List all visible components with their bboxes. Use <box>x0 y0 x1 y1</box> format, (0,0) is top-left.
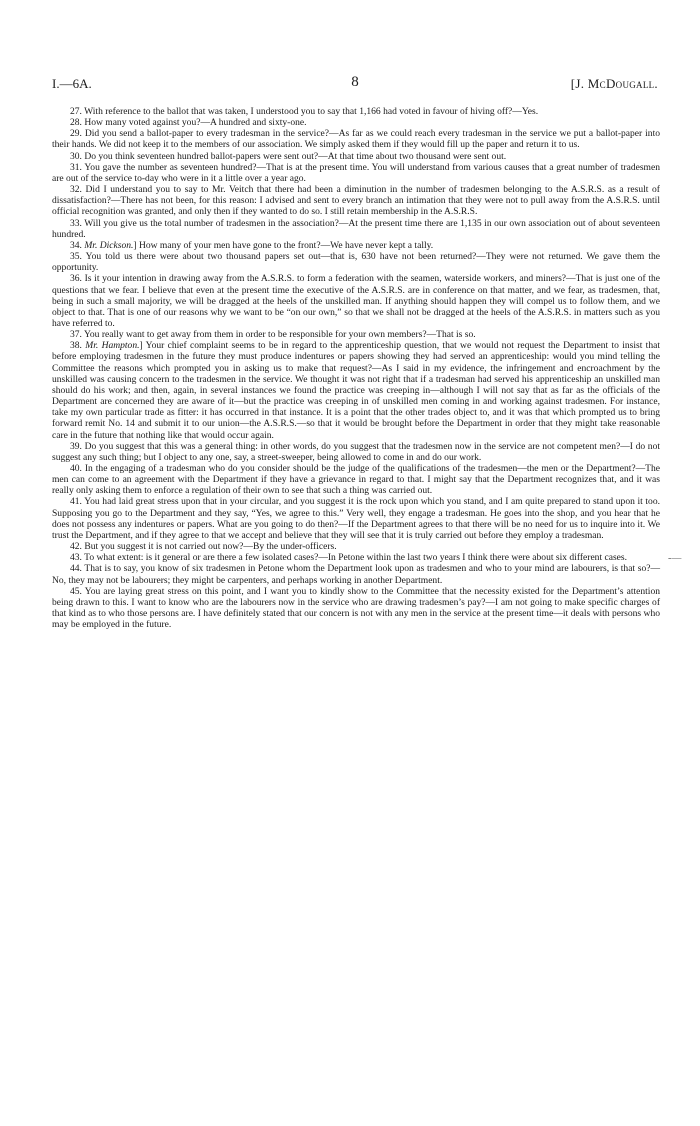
paragraph-text: 37. You really want to get away from them in order to be responsible for your own members?—That is so. <box>70 329 476 341</box>
paragraph-text: 43. To what extent: is it general or are there a few isolated cases?—In Petone within the last two years I think there were about six different cases. <box>70 552 628 564</box>
speaker-name: Mr. Hampton. <box>85 340 140 352</box>
speaker-bracket: ] <box>139 340 143 352</box>
paragraph-text: 31. You gave the number as seventeen hundred?—That is at the present time. You will understand from various causes that a great number of tradesmen are out of the service to-day who were in it a little over a year ago. <box>52 161 660 184</box>
paragraph <box>52 441 660 463</box>
paragraph <box>52 184 660 217</box>
paragraph-text: 27. With reference to the ballot that was taken, I understood you to say that 1,166 had voted in favour of hiving off?—Yes. <box>70 106 539 117</box>
paragraph <box>52 128 660 150</box>
paragraph <box>52 218 660 240</box>
paragraph-text: 33. Will you give us the total number of tradesmen in the association?—At the present time there are 1,135 in our own association out of about seventeen hundred. <box>52 217 660 240</box>
paragraph <box>52 162 660 184</box>
paragraph-text: 40. In the engaging of a tradesman who do you consider should be the judge of the qualifications of the tradesmen—the men or the Department?—The men can come to an agreement with the Department if they have a grievance in regard to that. I might say that the Department recognizes that, and it was really only asking them to enforce a regulation of their own to see that such a thing was carried out. <box>52 463 660 497</box>
paragraph-text: 41. You had laid great stress upon that in your circular, and you suggest it is the rock upon which you stand, and I am quite prepared to stand upon it too. Supposing you go to the Department and they say, “Yes, we agree to this.” Very well, they engage a tradesman. He goes into the shop, and you hear that he does not possess any indentures or papers. What are you going to do then?—If the Department agrees to that there will be no need for us to inquire into it. We trust the Department, and if they agree to that we accept and believe that they will see that it is truly carried out before they employ a tradesman. <box>52 496 660 541</box>
paragraph <box>52 151 660 162</box>
paragraph <box>52 273 660 329</box>
paragraph-text: 45. You are laying great stress on this point, and I want you to kindly show to the Committee that the necessity existed for the Department’s attention being drawn to this. I want to know who are the labourers now in the service who are drawing tradesmen’s pay?—I am not going to make specific charges of that kind as to who those persons are. I have definitely stated that our concern is not with any men in the service at the present time—it deals with persons who may be employed in the future. <box>52 585 660 631</box>
page-header <box>52 76 658 96</box>
speaker-bracket: ] <box>133 239 137 251</box>
paragraph <box>52 552 660 563</box>
paragraph-text: How many of your men have gone to the front?—We have never kept a tally. <box>136 239 434 251</box>
paragraph <box>52 340 660 440</box>
paragraph <box>52 251 660 273</box>
paragraph-text: 30. Do you think seventeen hundred ballot-papers were sent out?—At that time about two thousand were sent out. <box>70 150 507 162</box>
paragraph <box>52 117 660 128</box>
paragraph <box>52 106 660 117</box>
report-reference: I.—6A. <box>52 76 92 91</box>
margin-mark: -— <box>668 553 682 564</box>
document-body <box>52 106 660 630</box>
paragraph <box>52 240 660 251</box>
paragraph <box>52 541 660 552</box>
paragraph-text: 36. Is it your intention in drawing away from the A.S.R.S. to form a federation with the seamen, waterside workers, and miners?—That is just one of the questions that we fear. I believe that even at the present time the executive of the A.S.R.S. are in conference on that matter, and we fear, as tradesmen, that, being in such a small majority, we will be dragged at the heels of the unskilled man. If anything should happen they will compel us to follow them, and we object to that. That is one of our reasons why we want to be “on our own,” so that we shall not be dragged at the heels of the A.S.R.S. in matters such as you have referred to. <box>52 273 660 329</box>
paragraph-text: 32. Did I understand you to say to Mr. Veitch that there had been a diminution in the number of tradesmen belonging to the A.S.R.S. as a result of dissatisfaction?—There has not been, for this reason: I advised and sent to every branch an intimation that they were not to pull away from the A.S.R.S. until official recognition was granted, and only then if they wanted to do so. I still retain membership in the A.S.R.S. <box>52 184 660 218</box>
paragraph-text: 42. But you suggest it is not carried out now?—By the under-officers. <box>70 541 337 553</box>
paragraph <box>52 329 660 340</box>
speaker-name: Mr. Dickson. <box>84 239 134 251</box>
paragraph-text: 44. That is to say, you know of six tradesmen in Petone whom the Department look upon as tradesmen and who to your mind are labourers, is that so?—No, they may not be labourers; they might be carpenters, and perhaps working in another Department. <box>52 563 660 586</box>
paragraph <box>52 463 660 496</box>
paragraph-text: Your chief complaint seems to be in regard to the apprenticeship question, that we would not request the Department to insist that before employing tradesmen in the future they must produce indentures or papers showing they had served an apprenticeship: would you mind telling the Committee the reasons which prompted you in asking us to make that request?—As I said in my evidence, the infringement and encroachment by the unskilled was causing concern to the tradesmen in the service. We thought it was not right that if a tradesman had served his apprenticeship an unskilled man should do his work; and then, again, in several instances we found the practice was creeping in—although I will not say that as far as the officials of the Department are concerned they are aware of it—but the practice was creeping in of unskilled men coming in and working against tradesmen. For instance, take my own particular trade as fitter: it has occurred in that instance. It is a point that the other trades object to, and it was that which prompted us to bring forward remit No. 14 and submit it to our union—the A.S.R.S.—so that it would be brought before the Department in order that they might take reasonable care in the future that nothing like that would occur again. <box>52 340 660 441</box>
paragraph <box>52 563 660 585</box>
paragraph <box>52 496 660 541</box>
witness-name: [J. McDougall. <box>570 76 658 91</box>
paragraph-text: 28. How many voted against you?—A hundred and sixty-one. <box>70 117 307 129</box>
question-number: 34. <box>70 239 85 251</box>
question-number: 38. <box>70 340 86 352</box>
paragraph-text: 29. Did you send a ballot-paper to every tradesman in the service?—As far as we could reach every tradesman in the service we put a ballot-paper into their hands. We did not keep it to the members of our association. We simply asked them if they would fill up the paper and return it to us. <box>52 128 660 151</box>
paragraph-text: 39. Do you suggest that this was a general thing: in other words, do you suggest that the tradesmen now in the service are not competent men?—I do not suggest any such thing; but I object to any one, say, a street-sweeper, being allowed to come in and do our work. <box>52 440 660 463</box>
paragraph-text: 35. You told us there were about two thousand papers set out—that is, 630 have not been returned?—They were not returned. We gave them the opportunity. <box>52 251 660 274</box>
page-number: 8 <box>351 74 359 90</box>
paragraph <box>52 586 660 631</box>
